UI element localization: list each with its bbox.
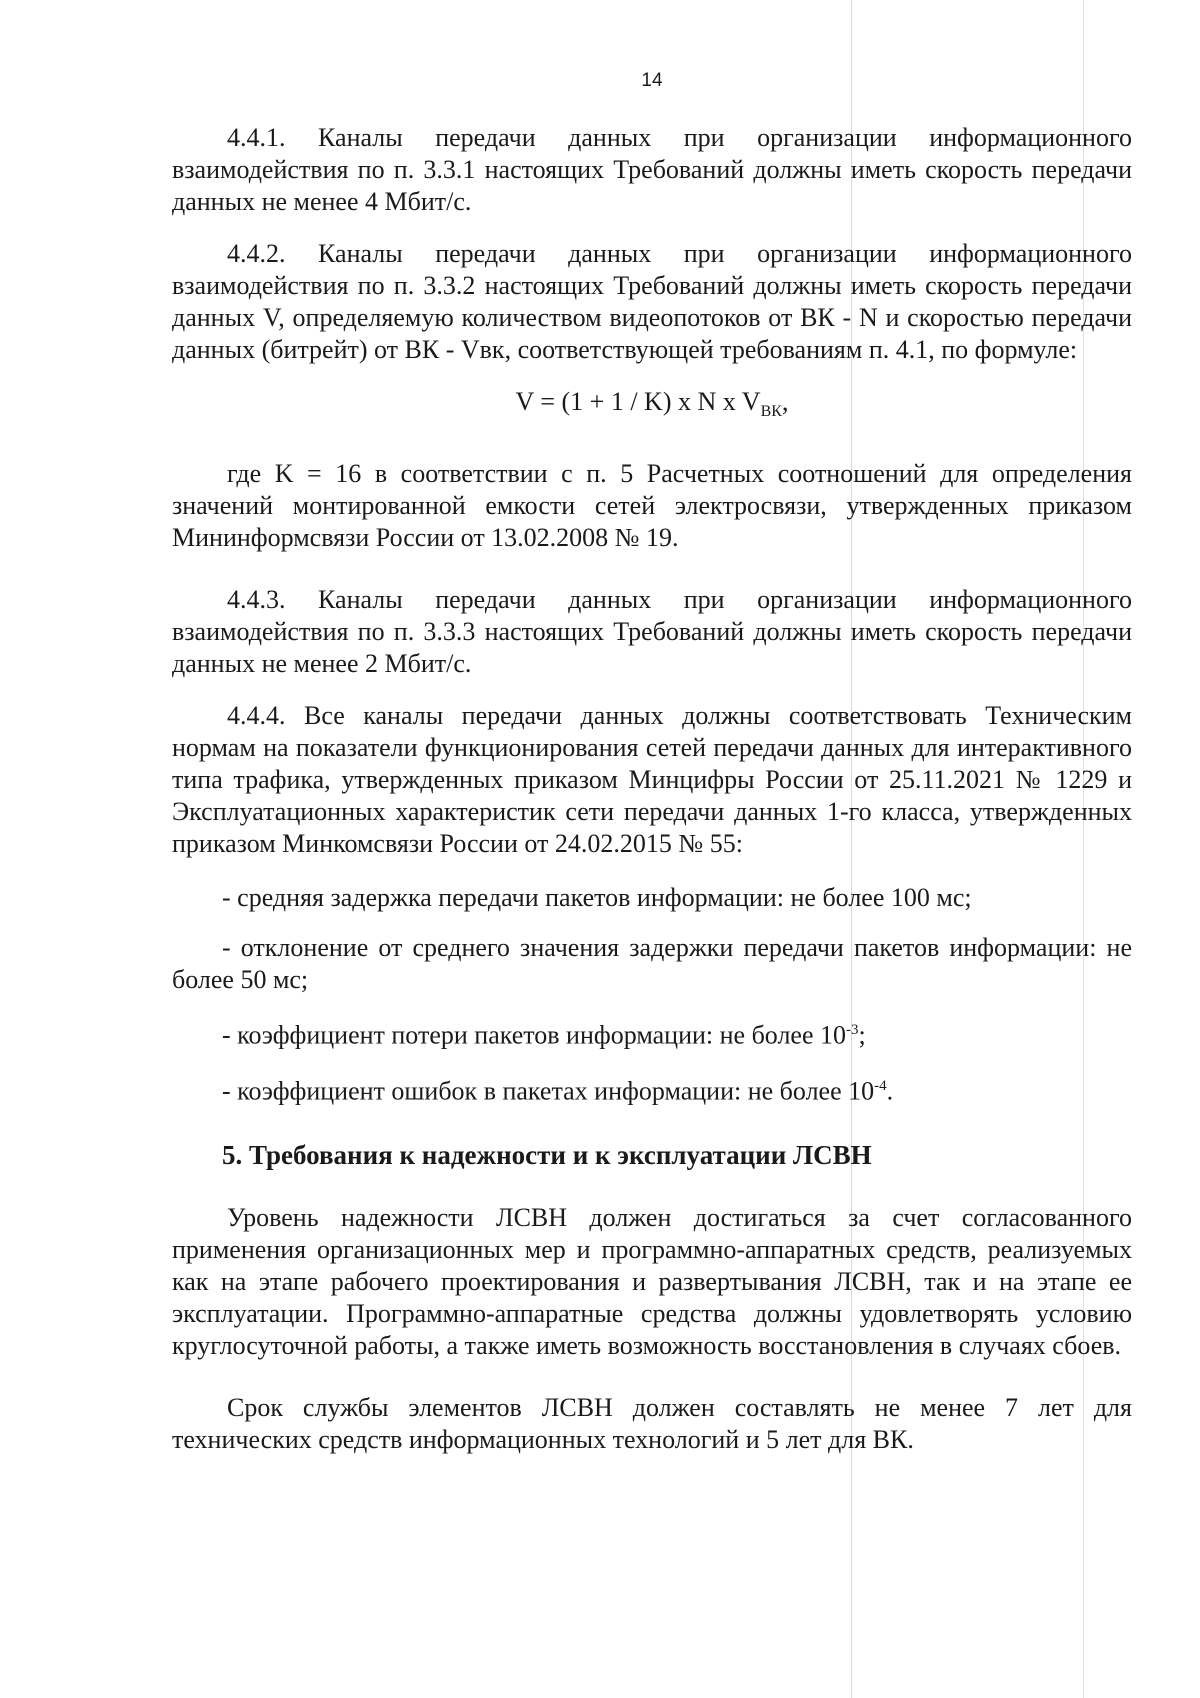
exponent: -3 [846,1022,859,1039]
list-item: - отклонение от среднего значения задержки передачи пакетов информации: не более 50 мс; [172,933,1132,995]
section-5-paragraph-2: Срок службы элементов ЛСВН должен составлять не менее 7 лет для технических средств информационных технологий и 5 лет для ВК. [172,1392,1132,1454]
paragraph-4-4-1: 4.4.1. Каналы передачи данных при организации информационного взаимодействия по п. 3.3.1 настоящих Требований должны иметь скорость передачи данных не менее 4 Мбит/с. [172,123,1132,216]
section-5-heading: 5. Требования к надежности и к эксплуатации ЛСВН [222,1139,872,1170]
paragraph-4-4-3: 4.4.3. Каналы передачи данных при организации информационного взаимодействия по п. 3.3.3 настоящих Требований должны иметь скорость передачи данных не менее 2 Мбит/с. [172,585,1132,679]
document-page [172,70,1132,1456]
formula-main: V = (1 + 1 / K) x N x V [515,387,761,416]
list-item: - коэффициент ошибок в пакетах информации: не более $10^{-4}$. [222,1076,894,1106]
formula-tail: , [781,387,789,416]
paragraph-where: где K = 16 в соответствии с п. 5 Расчетных соотношений для определения значений монтированной емкости сетей электросвязи, утвержденных приказом Мининформсвязи России от 13.02.2008 № 19. [172,459,1132,553]
section-5-paragraph-1: Уровень надежности ЛСВН должен достигаться за счет согласованного применения организационных мер и программно-аппаратных средств, реализуемых как на этапе рабочего проектирования и развертывания ЛСВН, так и на этапе ее эксплуатации. Программно-аппаратные средства должны удовлетворять условию круглосуточной работы, а также иметь возможность восстановления в случаях сбоев. [172,1202,1132,1360]
paragraph-4-4-4: 4.4.4. Все каналы передачи данных должны соответствовать Техническим нормам на показатели функционирования сетей передачи данных для интерактивного типа трафика, утвержденных приказом Минцифры России от 25.11.2021 № 1229 и Эксплуатационных характеристик сети передачи данных 1-го класса, утвержденных приказом Минкомсвязи России от 24.02.2015 № 55: [172,701,1132,859]
formula-subscript: ВК [760,403,782,421]
page-number: 14 [641,70,663,91]
bitrate-formula [172,386,1132,428]
exponent: -4 [874,1077,887,1094]
list-item: - коэффициент потери пакетов информации: не более $10^{-3}$; [222,1020,866,1050]
list-item: - средняя задержка передачи пакетов информации: не более 100 мс; [222,883,972,913]
paragraph-4-4-2: 4.4.2. Каналы передачи данных при организации информационного взаимодействия по п. 3.3.2 настоящих Требований должны иметь скорость передачи данных V, определяемую количеством видеопотоков от ВК - N и скоростью передачи данных (битрейт) от ВК - Vвк, соответствующей требованиям п. 4.1, по формуле: [172,239,1132,364]
